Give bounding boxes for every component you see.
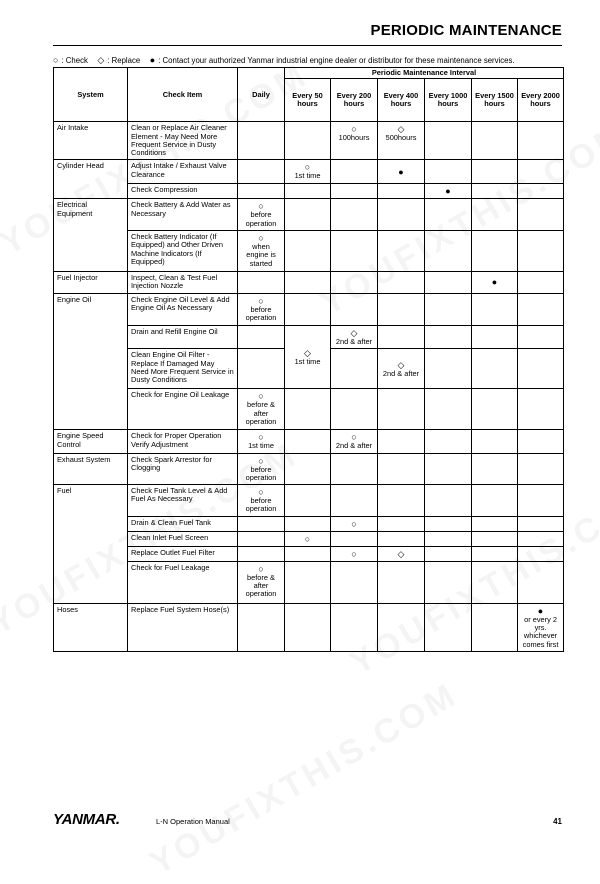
system-cell: Fuel Injector bbox=[54, 271, 128, 293]
dealer-dot-icon: ● bbox=[398, 166, 404, 177]
yanmar-logo: YANMAR. bbox=[53, 811, 120, 828]
col-400-header: Every 400 hours bbox=[378, 79, 425, 122]
interval-note: 2nd & after bbox=[335, 336, 373, 346]
interval-note: before operation bbox=[245, 210, 277, 228]
system-cell: Engine Speed Control bbox=[54, 430, 128, 453]
check-item-cell: Replace Outlet Fuel Filter bbox=[128, 546, 238, 561]
check-item-cell: Check for Proper Operation Verify Adjustment bbox=[128, 430, 238, 453]
legend-check-label: : Check bbox=[61, 56, 88, 65]
check-item-cell: Check Compression bbox=[128, 184, 238, 199]
interval-note: before operation bbox=[245, 304, 277, 323]
system-cell: Exhaust System bbox=[54, 453, 128, 485]
check-item-cell: Check Battery Indicator (If Equipped) and Other Driven Machine Indicators (If Equipped) bbox=[128, 230, 238, 271]
table-row bbox=[54, 184, 564, 199]
check-circle-icon: ○ bbox=[351, 518, 357, 529]
interval-note: 100hours bbox=[338, 133, 370, 143]
table-row bbox=[54, 160, 564, 184]
page-title: PERIODIC MAINTENANCE bbox=[370, 22, 562, 39]
check-circle-icon: ○ bbox=[258, 487, 264, 498]
table-row bbox=[54, 122, 564, 160]
check-item-cell: Check Battery & Add Water as Necessary bbox=[128, 199, 238, 231]
replace-diamond-icon: ◇ bbox=[97, 55, 105, 65]
col-2000-header: Every 2000 hours bbox=[518, 79, 564, 122]
check-circle-icon: ○ bbox=[53, 55, 59, 65]
check-item-cell: Clean or Replace Air Cleaner Element - May Need More Frequent Service in Dusty Conditions bbox=[128, 122, 238, 160]
interval-note: before operation bbox=[245, 496, 277, 514]
interval-note: before & after operation bbox=[245, 572, 277, 599]
manual-name: L-N Operation Manual bbox=[156, 817, 230, 826]
legend bbox=[53, 55, 518, 66]
header-row bbox=[54, 68, 564, 79]
system-cell: Air Intake bbox=[54, 122, 128, 160]
table-row bbox=[54, 485, 564, 517]
watermark bbox=[144, 675, 466, 883]
replace-diamond-icon: ◇ bbox=[397, 124, 405, 135]
col-system-header: System bbox=[54, 68, 128, 122]
table-row bbox=[54, 293, 564, 325]
dealer-dot-icon: ● bbox=[537, 605, 544, 616]
check-circle-icon: ○ bbox=[304, 533, 311, 544]
table-row bbox=[54, 430, 564, 453]
interval-note: 1st time bbox=[294, 171, 321, 181]
maintenance-table bbox=[53, 67, 564, 652]
check-item-cell: Adjust Intake / Exhaust Valve Clearance bbox=[128, 160, 238, 184]
check-circle-icon: ○ bbox=[351, 432, 357, 443]
interval-note: 2nd & after bbox=[335, 441, 373, 451]
check-item-cell: Check for Fuel Leakage bbox=[128, 561, 238, 603]
table-row bbox=[54, 531, 564, 546]
replace-diamond-icon: ◇ bbox=[397, 548, 405, 559]
table-row bbox=[54, 325, 564, 348]
dealer-dot-icon: ● bbox=[491, 277, 498, 288]
table-row bbox=[54, 453, 564, 485]
system-cell: Engine Oil bbox=[54, 293, 128, 429]
check-item-cell: Clean Engine Oil Filter - Replace If Damaged May Need More Frequent Service in Dusty Conditions bbox=[128, 349, 238, 389]
legend-dealer-label: : Contact your authorized Yanmar industrial engine dealer or distributor for these maintenance services. bbox=[158, 56, 515, 65]
page-number: 41 bbox=[553, 817, 562, 826]
check-item-cell: Drain and Refill Engine Oil bbox=[128, 325, 238, 348]
check-item-cell: Clean Inlet Fuel Screen bbox=[128, 531, 238, 546]
table-row bbox=[54, 561, 564, 603]
check-circle-icon: ○ bbox=[258, 201, 264, 212]
check-circle-icon: ○ bbox=[258, 432, 264, 443]
check-item-cell: Inspect, Clean & Test Fuel Injection Nozzle bbox=[128, 271, 238, 293]
replace-diamond-icon: ◇ bbox=[350, 327, 358, 338]
col-check-item-header: Check Item bbox=[128, 68, 238, 122]
dealer-dot-icon: ● bbox=[149, 55, 156, 65]
col-50-header: Every 50 hours bbox=[285, 79, 331, 122]
col-1500-header: Every 1500 hours bbox=[472, 79, 518, 122]
system-cell: Fuel bbox=[54, 485, 128, 604]
check-circle-icon: ○ bbox=[258, 391, 264, 402]
check-circle-icon: ○ bbox=[351, 124, 357, 135]
interval-note: 1st time bbox=[248, 441, 274, 451]
system-cell: Cylinder Head bbox=[54, 160, 128, 199]
check-circle-icon: ○ bbox=[258, 232, 264, 243]
dealer-dot-icon: ● bbox=[445, 186, 451, 197]
system-cell: Hoses bbox=[54, 603, 128, 651]
check-circle-icon: ○ bbox=[304, 162, 311, 173]
table-row bbox=[54, 546, 564, 561]
interval-note: when engine is started bbox=[246, 241, 276, 268]
check-item-cell: Check for Engine Oil Leakage bbox=[128, 389, 238, 430]
table-row bbox=[54, 199, 564, 231]
col-200-header: Every 200 hours bbox=[331, 79, 378, 122]
check-circle-icon: ○ bbox=[258, 295, 264, 306]
check-item-cell: Check Spark Arrestor for Clogging bbox=[128, 453, 238, 485]
replace-diamond-icon: ◇ bbox=[304, 347, 311, 358]
interval-note: or every 2 yrs. whichever comes first bbox=[522, 614, 559, 649]
table-row bbox=[54, 230, 564, 271]
interval-note: before & after operation bbox=[245, 400, 277, 426]
table-row bbox=[54, 516, 564, 531]
check-circle-icon: ○ bbox=[258, 455, 264, 466]
interval-note: before operation bbox=[245, 464, 277, 482]
interval-note: 500hours bbox=[385, 133, 417, 143]
check-item-cell: Replace Fuel System Hose(s) bbox=[128, 603, 238, 651]
col-interval-group-header: Periodic Maintenance Interval bbox=[285, 68, 564, 79]
col-1000-header: Every 1000 hours bbox=[425, 79, 472, 122]
replace-diamond-icon: ◇ bbox=[397, 359, 405, 370]
check-item-cell: Check Engine Oil Level & Add Engine Oil As Necessary bbox=[128, 293, 238, 325]
check-item-cell: Drain & Clean Fuel Tank bbox=[128, 516, 238, 531]
legend-replace-label: : Replace bbox=[107, 56, 141, 65]
title-rule bbox=[53, 45, 562, 46]
system-cell: Electrical Equipment bbox=[54, 199, 128, 272]
col-daily-header: Daily bbox=[238, 68, 285, 122]
check-circle-icon: ○ bbox=[258, 563, 264, 574]
check-circle-icon: ○ bbox=[351, 548, 357, 559]
table-row bbox=[54, 603, 564, 651]
interval-note: 2nd & after bbox=[382, 368, 420, 378]
interval-note: 1st time bbox=[294, 356, 321, 366]
table-row bbox=[54, 389, 564, 430]
check-item-cell: Check Fuel Tank Level & Add Fuel As Necessary bbox=[128, 485, 238, 517]
table-row bbox=[54, 271, 564, 293]
